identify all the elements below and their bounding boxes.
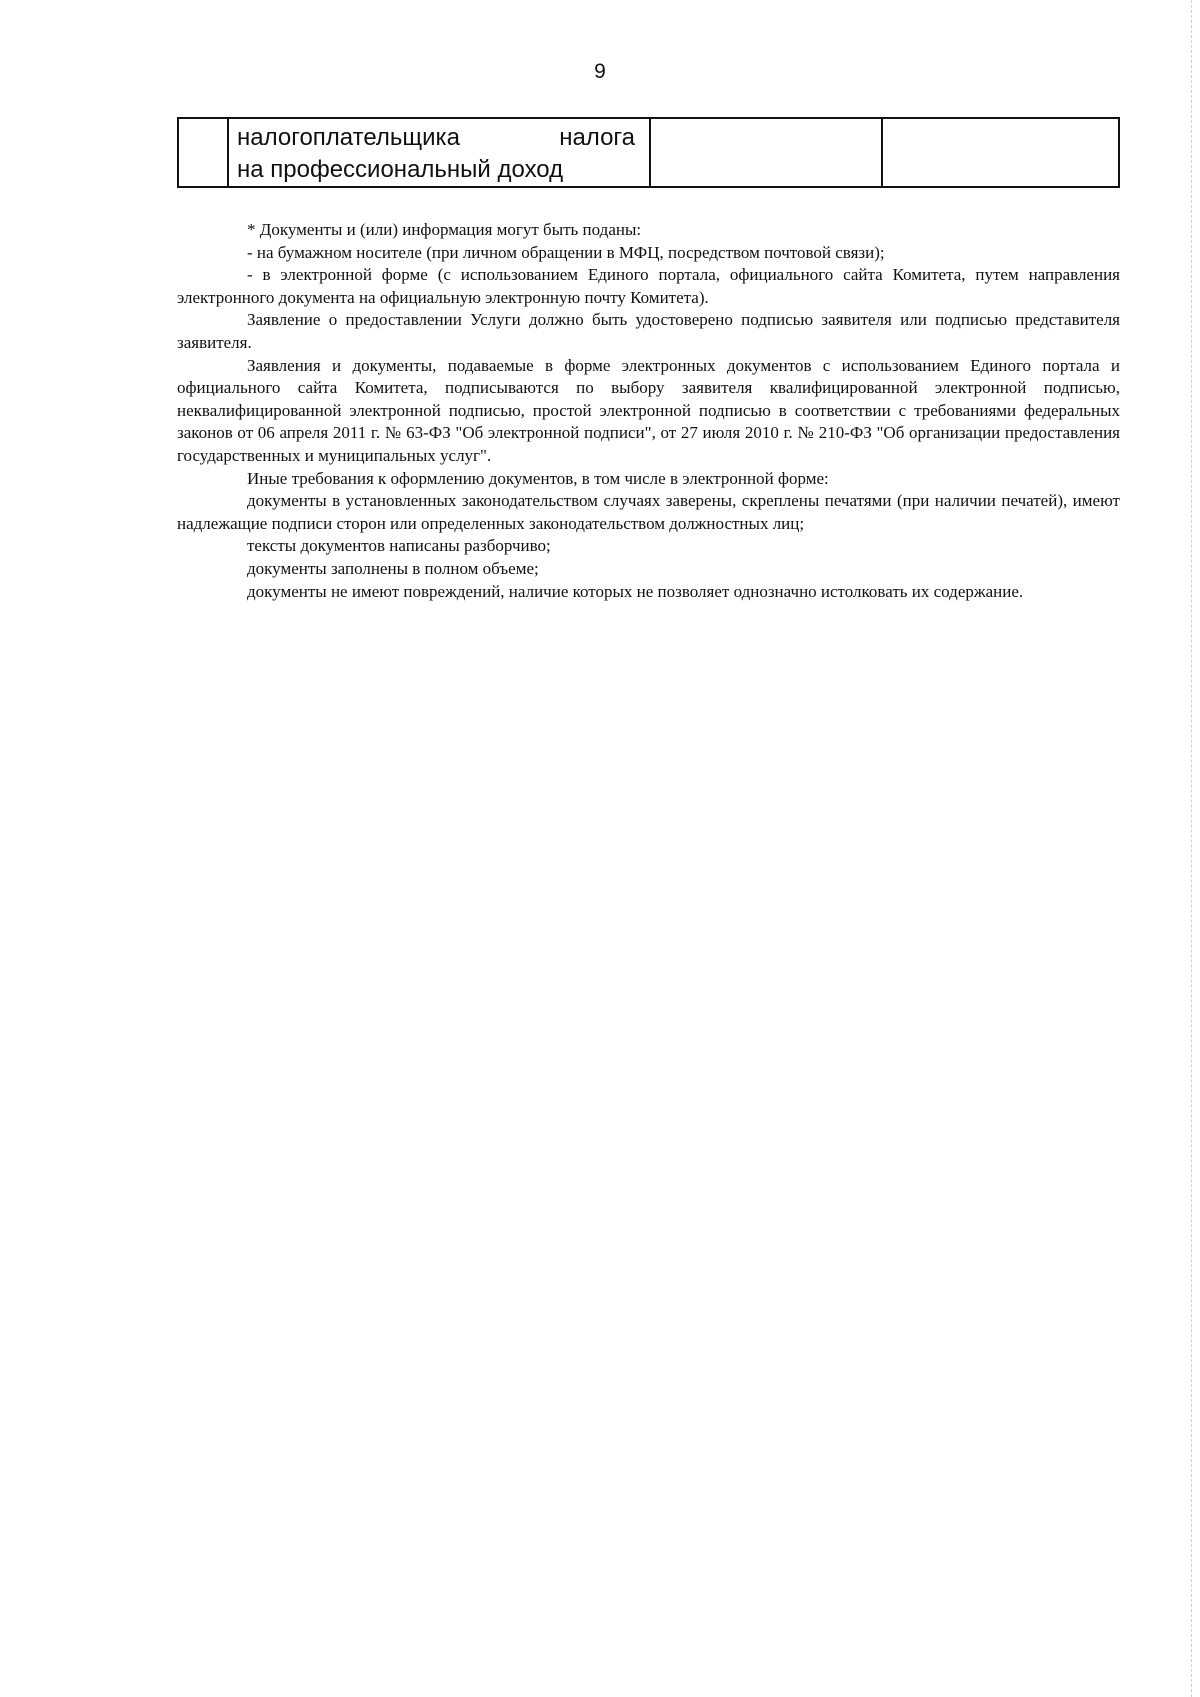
paragraph-fully-completed: документы заполнены в полном объеме; — [247, 558, 539, 578]
cell-text — [229, 119, 649, 186]
cell-line-1-left: налогоплательщика — [237, 124, 460, 151]
scan-edge-line — [1190, 0, 1192, 1697]
paragraph-signature-requirement: Заявление о предоставлении Услуги должно быть удостоверено подписью заявителя или подписью представителя заявителя. — [177, 310, 1120, 352]
table-cell-empty-1 — [650, 118, 882, 187]
table-cell-empty-2 — [882, 118, 1119, 187]
paragraph-electronic-signature: Заявления и документы, подаваемые в форме электронных документов с использованием Единого портала и официального сайта Комитета, подписываются по выбору заявителя квалифицированной электронной подписью, неквалифицированной электронной подписью, простой электронной подписью в соответствии с требованиями федеральных законов от 06 апреля 2011 г. № 63-ФЗ "Об электронной подписи", от 27 июля 2010 г. № 210-ФЗ "Об организации предоставления государственных и муниципальных услуг". — [177, 355, 1120, 465]
cell-line-1 — [237, 122, 635, 154]
cell-line-2: на профессиональный доход — [237, 156, 564, 183]
page-number: 9 — [594, 60, 606, 83]
table-cell-number — [178, 118, 228, 187]
paragraph-paper-option: - на бумажном носителе (при личном обращении в МФЦ, посредством почтовой связи); — [247, 242, 885, 262]
paragraph-other-requirements: Иные требования к оформлению документов, в том числе в электронной форме: — [247, 468, 829, 488]
paragraph-footnote-intro: * Документы и (или) информация могут быть поданы: — [247, 220, 642, 239]
paragraph-certified-documents: документы в установленных законодательством случаях заверены, скреплены печатями (при наличии печатей), имеют надлежащие подписи сторон или определенных законодательством должностных лиц; — [177, 491, 1120, 533]
paragraph-no-damage: документы не имеют повреждений, наличие которых не позволяет однозначно истолковать их содержание. — [247, 581, 1024, 601]
document-table — [177, 117, 1120, 188]
table-row — [178, 118, 1119, 187]
cell-line-1-right: налога — [559, 124, 635, 151]
table-cell-description — [228, 118, 650, 187]
paragraph-legible-texts: тексты документов написаны разборчиво; — [247, 536, 551, 556]
paragraph-electronic-option: - в электронной форме (с использованием Единого портала, официального сайта Комитета, путем направления электронного документа на официальную электронную почту Комитета). — [177, 265, 1120, 307]
body-text — [177, 219, 1120, 603]
